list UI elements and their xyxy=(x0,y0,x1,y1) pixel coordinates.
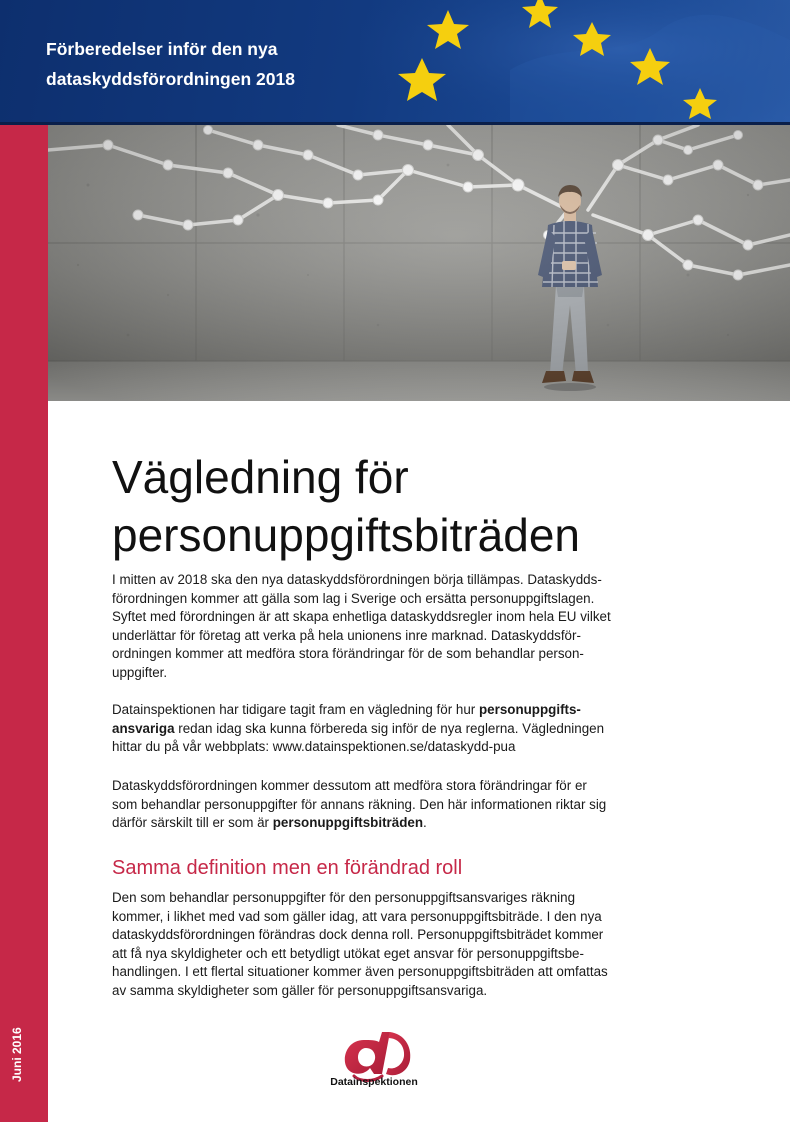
text-run: Datainspektionen har tidigare tagit fram en vägledning för hur xyxy=(112,702,479,717)
text-line: uppgifter. xyxy=(112,664,168,680)
page-title xyxy=(112,448,752,564)
side-accent-bar xyxy=(0,125,48,1122)
text-line: Syftet med förordningen är att skapa enhetliga dataskyddsregler inom hela EU vilket xyxy=(112,609,611,625)
text-line: av samma skyldigheter som gäller för personuppgiftsansvariga. xyxy=(112,982,488,998)
text-line: att få nya skyldigheter och ett betydligt utökat eget ansvar för personuppgiftsbe- xyxy=(112,945,584,961)
audience-paragraph xyxy=(112,777,652,833)
text-line: I mitten av 2018 ska den nya dataskyddsförordningen börja tillämpas. Dataskydds- xyxy=(112,572,602,587)
section-heading: Samma definition men en förändrad roll xyxy=(112,857,463,879)
cover-photo xyxy=(48,125,790,401)
bold-term: ansvariga xyxy=(112,720,175,736)
bold-term: personuppgiftsbiträden xyxy=(272,815,424,831)
header-title-line2: dataskyddsförordningen 2018 xyxy=(46,69,295,89)
page-title-line1: Vägledning för xyxy=(112,451,409,503)
guidance-paragraph xyxy=(112,701,652,757)
intro-paragraph xyxy=(112,571,652,683)
text-line: som behandlar personuppgifter för annans räkning. Den här informationen riktar sig xyxy=(112,796,607,812)
page-title-line2: personuppgiftsbiträden xyxy=(112,509,580,561)
logo-wordmark: Datainspektionen xyxy=(330,1076,418,1088)
text-line: dataskyddsförordningen förändras dock denna roll. Personuppgiftsbiträdet kommer xyxy=(112,927,604,943)
man-leaning-on-wall-network-icon xyxy=(48,125,790,401)
bold-term: personuppgifts- xyxy=(478,702,581,717)
publication-date: Juni 2016 xyxy=(10,1027,24,1082)
header-band xyxy=(0,0,790,122)
text-line: ordningen kommer att medföra stora förändringar för de som behandlar person- xyxy=(112,646,584,662)
role-paragraph xyxy=(112,889,652,1001)
text-line: kommer, i likhet med vad som gäller idag, att vara personuppgiftsbiträde. I den nya xyxy=(112,908,602,924)
text-line xyxy=(112,701,652,720)
text-line: hittar du på vår webbplats: www.datainspektionen.se/dataskydd-pua xyxy=(112,739,516,755)
text-line: Den som behandlar personuppgifter för den personuppgiftsansvariges räkning xyxy=(112,890,576,905)
text-run: redan idag ska kunna förbereda sig inför de nya reglerna. Vägledningen xyxy=(174,720,605,736)
text-line xyxy=(112,720,652,739)
text-line xyxy=(112,814,652,833)
text-line: förordningen kommer att gälla som lag i Sverige och ersätta personuppgiftslagen. xyxy=(112,590,595,606)
text-run: därför särskilt till er som är xyxy=(112,815,273,831)
header-title xyxy=(46,34,466,94)
header-title-line1: Förberedelser inför den nya xyxy=(46,39,278,59)
text-run: . xyxy=(423,815,427,831)
text-line: handlingen. I ett flertal situationer kommer även personuppgiftsbiträden att omfattas xyxy=(112,964,608,980)
text-line: underlättar för företag att verka på hela unionens inre marknad. Dataskyddsför- xyxy=(112,627,581,643)
text-line: Dataskyddsförordningen kommer dessutom att medföra stora förändringar för er xyxy=(112,778,587,793)
